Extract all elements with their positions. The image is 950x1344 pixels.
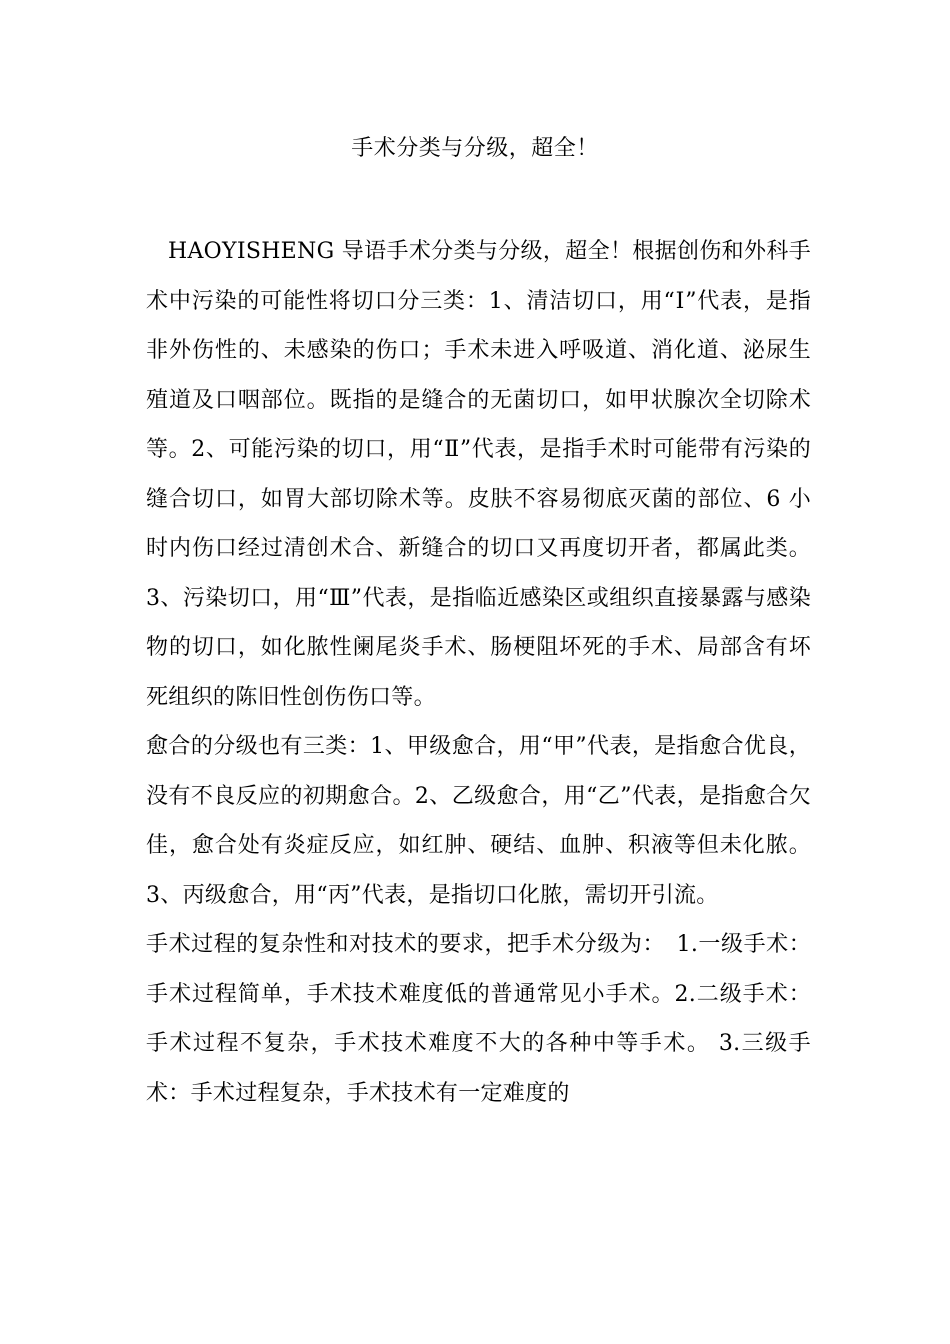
paragraph-healing-grades: 愈合的分级也有三类：1、甲级愈合，用“甲”代表，是指愈合优良，没有不良反应的初期愈合。2、乙级愈合，用“乙”代表，是指愈合欠佳，愈合处有炎症反应，如红肿、硬结、血肿、积液等但未化脓。3、丙级愈合，用“丙”代表，是指切口化脓，需切开引流。 — [146, 734, 811, 908]
paragraph-incision-classification: HAOYISHENG 导语手术分类与分级，超全！根据创伤和外科手术中污染的可能性将切口分三类：1、清洁切口，用“Ⅰ”代表，是指非外伤性的、未感染的伤口；手术未进入呼吸道、消化道、泌尿生殖道及口咽部位。既指的是缝合的无菌切口，如甲状腺次全切除术等。2、可能污染的切口，用“Ⅱ”代表，是指手术时可能带有污染的缝合切口，如胃大部切除术等。皮肤不容易彻底灭菌的部位、6 小时内伤口经过清创术合、新缝合的切口又再度切开者，都属此类。3、污染切口，用“Ⅲ”代表，是指临近感染区或组织直接暴露与感染物的切口，如化脓性阑尾炎手术、肠梗阻坏死的手术、局部含有坏死组织的陈旧性创伤伤口等。 — [146, 239, 811, 710]
paragraph-surgery-grades: 手术过程的复杂性和对技术的要求，把手术分级为： 1.一级手术：手术过程简单，手术技术难度低的普通常见小手术。2.二级手术：手术过程不复杂，手术技术难度不大的各种中等手术。 3.三级手术：手术过程复杂，手术技术有一定难度的 — [146, 932, 811, 1106]
document-title: 手术分类与分级，超全！ — [351, 136, 599, 161]
document-body — [146, 227, 811, 1118]
